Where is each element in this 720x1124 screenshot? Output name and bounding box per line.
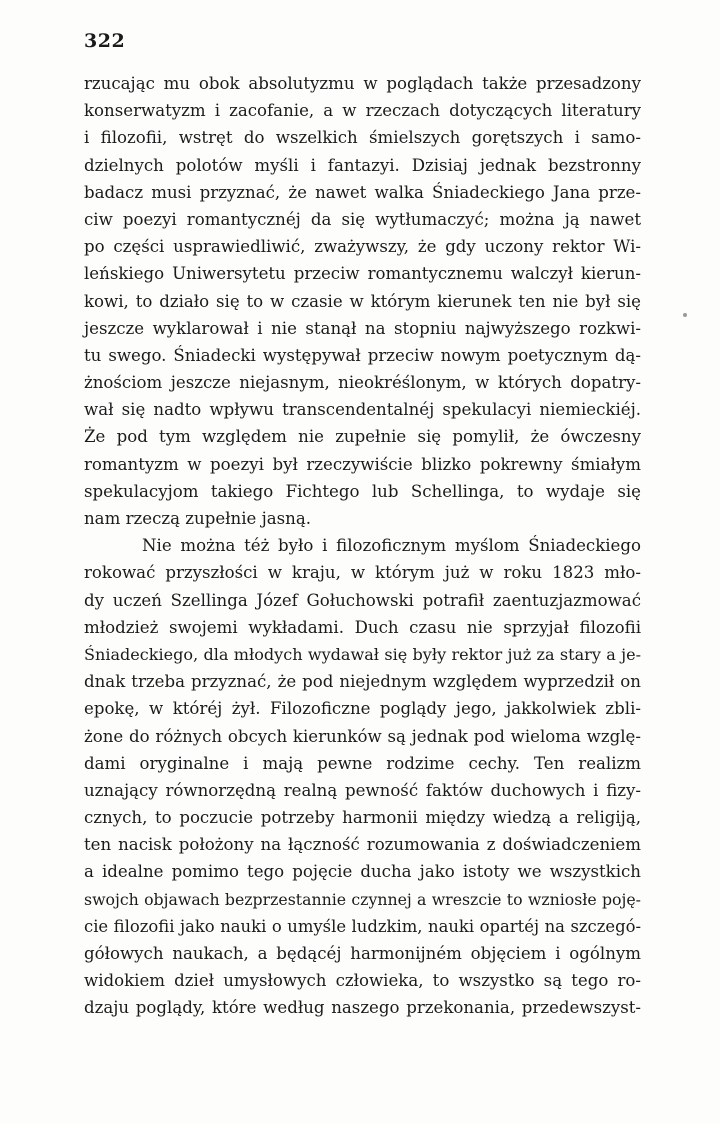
text-line: a idealne pomimo tego pojęcie ducha jako istoty we wszystkich (84, 862, 641, 882)
text-line: swojch objawach bezprzestannie czynnej a wreszcie to wzniosłe poję- (84, 889, 641, 909)
text-line: ten nacisk położony na łączność rozumowania z doświadczeniem (84, 835, 641, 855)
body-text (84, 70, 641, 1022)
text-line: rzucając mu obok absolutyzmu w poglądach także przesadzony (84, 74, 641, 93)
text-line: rokować przyszłości w kraju, w którym już w roku 1823 mło- (84, 563, 641, 583)
text-line: dami oryginalne i mają pewne rodzime cechy. Ten realizm (84, 753, 641, 773)
text-line: i filozofii, wstręt do wszelkich śmielszych gorętszych i samo- (84, 128, 641, 148)
page-number: 322 (84, 30, 126, 52)
text-line: Śniadeckiego, dla młodych wydawał się były rektor już za stary a je- (84, 644, 641, 664)
text-line: tu swego. Śniadecki występywał przeciw nowym poetycznym dą- (84, 345, 641, 365)
text-line: po części usprawiedliwić, zważywszy, że gdy uczony rektor Wi- (84, 237, 641, 257)
text-line: romantyzm w poezyi był rzeczywiście blizko pokrewny śmiałym (84, 454, 641, 474)
text-line: badacz musi przyznać, że nawet walka Śniadeckiego Jana prze- (84, 182, 641, 202)
text-line: spekulacyjom takiego Fichtego lub Schellinga, to wydaje się (84, 481, 641, 501)
text-line: cie filozofii jako nauki o umyśle ludzkim, nauki opartéj na szczegó- (84, 916, 641, 936)
text-line: żone do różnych obcych kierunków są jednak pod wieloma wzglę- (84, 726, 641, 746)
text-line: widokiem dzieł umysłowych człowieka, to wszystko są tego ro- (84, 971, 641, 991)
text-line: dnak trzeba przyznać, że pod niejednym względem wyprzedził on (84, 672, 641, 692)
margin-dot (683, 313, 687, 317)
text-line: nam rzeczą zupełnie jasną. (84, 509, 312, 528)
text-line: dy uczeń Szellinga Józef Gołuchowski potrafił zaentuzjazmować (84, 590, 641, 610)
paragraph-start-line: Nie można téż było i filozoficznym myślom Śniadeckiego (142, 536, 641, 556)
text-line: żnościom jeszcze niejasnym, nieokréślonym, w których dopatry- (84, 373, 641, 393)
text-line: dzielnych polotów myśli i fantazyi. Dzisiaj jednak bezstronny (84, 155, 641, 175)
text-line: konserwatyzm i zacofanie, a w rzeczach dotyczących literatury (84, 101, 641, 121)
text-line: dzaju poglądy, które według naszego przekonania, przedewszyst- (84, 998, 641, 1018)
text-line: cznych, to poczucie potrzeby harmonii między wiedzą a religiją, (84, 808, 641, 828)
text-line: uznający równorzędną realną pewność faktów duchowych i fizy- (84, 780, 641, 800)
text-line: epokę, w któréj żył. Filozoficzne poglądy jego, jakkolwiek zbli- (84, 699, 641, 719)
text-line: młodzież swojemi wykładami. Duch czasu nie sprzyjał filozofii (84, 617, 641, 637)
text-line: kowi, to działo się to w czasie w którym kierunek ten nie był się (84, 291, 641, 311)
text-line: Że pod tym względem nie zupełnie się pomylił, że ówczesny (84, 427, 641, 447)
text-line: leńskiego Uniwersytetu przeciw romantycznemu walczył kierun- (84, 264, 641, 284)
text-line: wał się nadto wpływu transcendentalnéj spekulacyi niemieckiéj. (84, 400, 641, 420)
text-line: gółowych naukach, a będącéj harmonijném objęciem i ogólnym (84, 944, 641, 963)
text-line: jeszcze wyklarował i nie stanął na stopniu najwyższego rozkwi- (84, 318, 641, 338)
text-line: ciw poezyi romantycznéj da się wytłumaczyć; można ją nawet (84, 209, 641, 229)
